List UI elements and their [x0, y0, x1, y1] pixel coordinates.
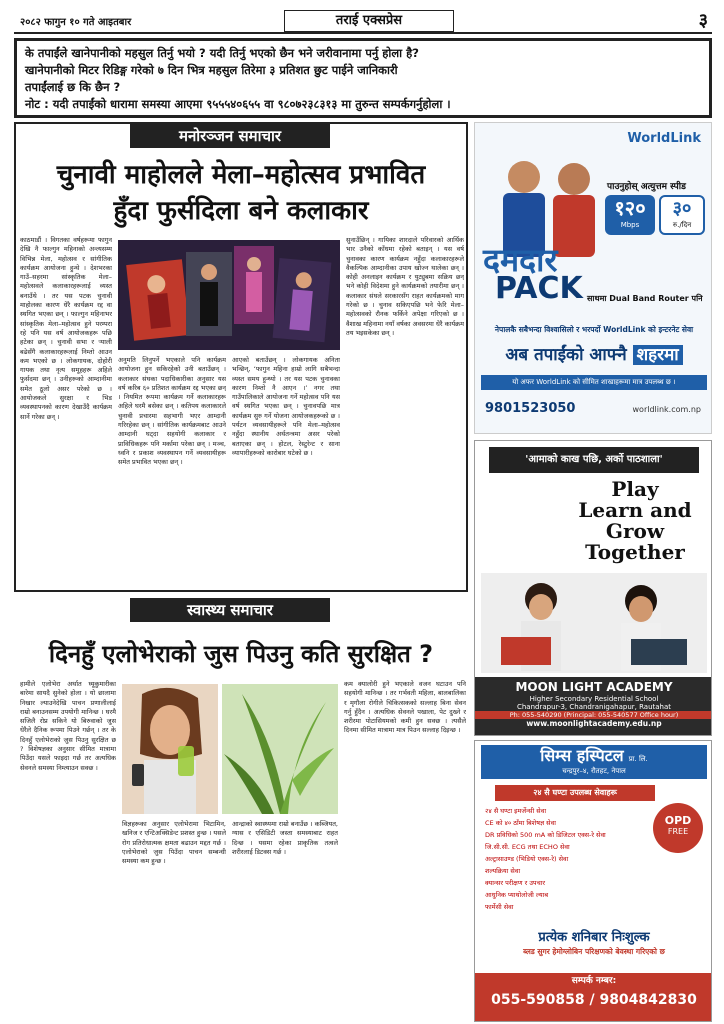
service-item: आधुनिक प्याथोलोजी ल्याब — [485, 891, 549, 899]
price-value: ३० — [672, 198, 692, 219]
service-item: फार्मेसी सेवा — [485, 903, 514, 911]
free-saturday-sub: ब्लड सुगर हेमोग्लोबिन परिक्षणको बेवस्था गरिएको छ — [523, 947, 665, 956]
sims-hospital-advertisement[interactable] — [474, 740, 712, 1022]
free-saturday-title: प्रत्येक शनिबार निःशुल्क — [538, 930, 650, 945]
woman-drinking-juice-photo — [122, 684, 218, 814]
service-item: अल्ट्रासाउण्ड (भिडियो एक्स-रे) सेवा — [485, 855, 569, 863]
academy-address: Chandrapur-3, Chandranigahapur, Rautahat — [516, 703, 672, 711]
water-bill-notice — [14, 38, 712, 118]
service-item: क्यान्सर परीक्षण र उपचार — [485, 879, 546, 887]
page-header — [14, 8, 712, 34]
service-item: २४ सै घण्टा इमर्जेन्सी सेवा — [485, 807, 546, 815]
moonlight-academy-advertisement[interactable] — [474, 440, 712, 736]
speed-badge — [605, 195, 655, 235]
contact-phones: 055-590858 / 9804842830 — [491, 992, 697, 1008]
entertainment-column-1: काठमाडौं । विगतका वर्षहरूमा फागुन देखि नै फाल्गुन महिनाको अन्त्यसम्म विभिन्न मेला, महोत्सव र सांगीतिक कार्यक्रम आयोजना हुन्थे । देशभरका गाउँ–सहरमा सांस्कृतिक मेला–महोत्सवले कलाकारहरूलाई व्यस्त बनाउँथे । तर यस पटक चुनावी माहोलका कारण धेरै कार्यक्रम रद्द वा स्थगित भएका छन् । फाल्गुन महिनाभर सांस्कृतिक मेला–महोत्सव हुने परम्परा रहे पनि यस वर्ष आयोजकहरू पछि हटेका छन् । चुनावी सभा र र्‍याली बढेसँगै कलाकारहरूलाई निम्तो आउन कम भएको छ । लोकगायक, दोहोरी गायक तथा नृत्य समूहहरू अहिले फुर्सदमा छन् । उनीहरूको आम्दानीमा समेत ठूलो असर परेको छ । आयोजकले सुरक्षा र भिड व्यवस्थापनको कारण देखाउँदै कार्यक्रम सार्ने गरेका छन् । — [20, 236, 112, 421]
opd-free-badge — [653, 803, 703, 853]
artists-photo-collage — [118, 240, 340, 350]
issue-date: २०८२ फागुन १० गते आइतबार — [20, 17, 132, 28]
worldlink-phone: 9801523050 — [485, 401, 576, 416]
notice-line-2: खानेपानीको मिटर रिडिङ्ग गरेको ७ दिन भित्र महसुल तिरेमा ३ प्रतिशत छुट पाईने जानिकारी — [25, 63, 398, 77]
artists-collage-image — [118, 240, 340, 350]
aloe-vera-image — [222, 684, 338, 814]
academy-website: www.moonlightacademy.edu.np — [526, 719, 662, 728]
entertainment-column-4: सुनाउँछिन् । गायिका शारदाले परिवारको आर्थिक भार उनैको काँधमा रहेको बताइन् । यस वर्ष चुनावका कारण कार्यक्रम नहुँदा कलाकारहरूले वैकल्पिक आम्दानीका उपाय खोज्न थालेका छन् । कोही अनलाइन कार्यक्रम र युट्युबमा सक्रिय छन् भने कोही विदेशमा हुने कार्यक्रमको तयारीमा छन् । कलाकार संघले सरकारसँग राहत कार्यक्रमको माग गरेको छ । चुनाव सकिएपछि भने फेरि मेला–महोत्सवको रौनक फर्किने अपेक्षा गरिएको छ । वैशाख महिनामा नयाँ वर्षका अवसरमा धेरै कार्यक्रम तय भइसकेका छन् । — [346, 236, 464, 337]
health-column-2: विज्ञहरूका अनुसार एलोभेरामा भिटामिन, खनिज र एन्टिअक्सिडेन्ट प्रशस्त हुन्छ । यसले रोग प्रतिरोधात्मक क्षमता बढाउन मद्दत गर्छ । एलोभेराको जुस पिउँदा पाचन सम्बन्धी समस्या कम हुन्छ । — [122, 820, 226, 866]
hospital-service-title: २४ सै घण्टा उपलब्ध सेवाहरू — [495, 785, 655, 801]
slogan-play: Play — [611, 477, 659, 501]
offer-pack: PACK — [495, 271, 583, 306]
speed-unit: Mbps — [620, 221, 640, 229]
entertainment-column-2: अनुमति लिनुपर्ने भएकाले पनि कार्यक्रम आयोजना हुन सकिरहेको उनी बताउँछन् । कलाकार संघका पदाधिकारीका अनुसार यस वर्ष करिब ६० प्रतिशत कार्यक्रम रद्द भएका छन् । नियमित रूपमा कार्यक्रम गर्ने कलाकारहरू अहिले घरमै बसेका छन् । कतिपय कलाकारले चुनावी प्रचारमा सहभागी भएर आम्दानी गरिरहेका छन् । सांगीतिक कार्यक्रमबाट आउने आम्दानी घट्दा सहयोगी कलाकार र प्राविधिकहरू पनि मर्कामा परेका छन् । मञ्च, ध्वनि र प्रकाश व्यवस्थापन गर्ने व्यवसायीहरू समेत प्रभावित भएका छन् । — [118, 356, 226, 467]
entertainment-section-title: मनोरञ्जन समाचार — [130, 124, 330, 148]
worldlink-city: शहरमा — [633, 345, 683, 365]
worldlink-brand: WorldLink — [627, 131, 701, 146]
service-item: CE को ४० ठाँमा बिशेषज्ञ सेवा — [485, 819, 556, 827]
notice-line-1: के तपाईंले खानेपानीको महसुल तिर्नु भयो ? यदी तिर्नु भएको छैन भने जरीवानामा पर्नु होला है? — [25, 46, 419, 60]
worldlink-tagline: पाउनुहोस् अत्युत्तम स्पीड — [607, 182, 686, 192]
health-column-1: हामीले एलोभेरा अर्थात घ्यूकुमारीका बारेमा सायदै सुनेको होला । यो छालामा निखार ल्याउनेदेखि पाचन प्रणालीलाई राम्रो बनाउनसम्म उपयोगी मानिन्छ । घरमै सजिलै रोप्न सकिने यो बिरुवाको जुस धेरैले दैनिक रूपमा पिउने गर्छन् । तर के दिनहुँ एलोभेराको जुस पिउनु सुरक्षित छ ? विशेषज्ञका अनुसार सीमित मात्रामा पिउँदा यसले फाइदा गर्छ तर अत्यधिक सेवनले समस्या निम्त्याउन सक्छ । — [20, 680, 116, 772]
worldlink-advertisement[interactable] — [474, 122, 712, 434]
hospital-service-list — [485, 805, 653, 913]
academy-quote: 'आमाको काख पछि, अर्को पाठशाला' — [489, 447, 699, 473]
health-column-3: आन्द्राको स्वास्थ्यमा राम्रो बनाउँछ । कब्जियत, ग्यास र एसिडिटी जस्ता समस्याबाट राहत दिन्छ । यसमा रहेका प्राकृतिक तत्वले शरीरलाई डिटक्स गर्छ । — [232, 820, 338, 856]
worldlink-sub: यो अफर WorldLink को सीमित शाखाहरूमा मात्र उपलब्ध छ । — [481, 375, 707, 390]
children-reading-image — [481, 573, 707, 673]
entertainment-headline-2: हुँदा फुर्सदिला बने कलाकार — [113, 196, 369, 226]
health-headline: दिनहुँ एलोभेराको जुस पिउनु कति सुरक्षित ? — [48, 640, 434, 668]
worldlink-big-line — [481, 343, 707, 367]
service-item: जि.सी.सी. ECG तथा ECHO सेवा — [485, 843, 570, 851]
hospital-header — [481, 745, 707, 779]
academy-footer — [475, 677, 712, 736]
notice-line-3: तपाईंलाई छ कि छैन ? — [25, 80, 121, 94]
router-text: साथमा Dual Band Router पनि — [587, 294, 703, 303]
health-column-4: कम क्यालोरी हुने भएकाले वजन घटाउन पनि सहयोगी मानिन्छ । तर गर्भवती महिला, बालबालिका र मृगौला रोगीले चिकित्सकको सल्लाह बिना सेवन गर्नु हुँदैन । अत्यधिक सेवनले पखाला, पेट दुख्ने र शरीरमा पोटासियमको कमी हुन सक्छ । त्यसैले दिनमा सीमित मात्रामा मात्र पिउन सल्लाह दिइन्छ । — [344, 680, 466, 735]
woman-juice-image — [122, 684, 218, 814]
hospital-location: चन्द्रपुर–४, रौतहट, नेपाल — [562, 767, 626, 775]
slogan-grow: Grow — [605, 519, 665, 543]
hospital-contact — [475, 973, 712, 1022]
worldlink-big-text: अब तपाईंको आफ्नै — [505, 345, 627, 365]
worldlink-intro: नेपालकै सबैभन्दा विश्वासिलो र भरपर्दो WorldLink को इन्टरनेट सेवा — [494, 325, 694, 334]
worldlink-website: worldlink.com.np — [632, 405, 701, 414]
service-item: DR प्रविधिको 500 mA को डिजिटल एक्स-रे सेवा — [485, 831, 606, 839]
price-unit: रु./दिन — [672, 221, 692, 229]
aloe-vera-photo — [222, 684, 338, 814]
speed-value: १२० — [614, 196, 646, 220]
hospital-suffix: प्रा. लि. — [628, 755, 648, 763]
notice-line-4: नोट : यदी तपाईंको धारामा समस्या आएमा ९५५५४०६५५ वा ९८०७२३८३१३ मा तुरुन्त सम्पर्कगर्नुहोला । — [25, 97, 451, 111]
academy-sub: Higher Secondary Residential School — [529, 695, 659, 703]
service-item: शल्यक्रिया सेवा — [485, 867, 521, 875]
entertainment-headline-1: चुनावी माहोलले मेला–महोत्सव प्रभावित — [56, 160, 426, 190]
free-label: FREE — [667, 827, 689, 836]
contact-label: सम्पर्क नम्बर: — [571, 976, 617, 986]
hospital-name: सिम्स हस्पिटल — [540, 746, 624, 765]
academy-name: MOON LIGHT ACADEMY — [515, 680, 673, 694]
opd-label: OPD — [664, 814, 692, 827]
slogan-learn: Learn and — [578, 498, 692, 522]
health-section-title: स्वास्थ्य समाचार — [130, 598, 330, 622]
page-number: ३ — [698, 10, 708, 31]
entertainment-column-3: आएको बताउँछन् । लोकगायक अनिता भन्छिन्, ‘फागुन महिना हाम्रो लागि सबैभन्दा व्यस्त समय हुन्थ्यो । तर यस पटक चुनावका कारण निम्तो नै आएन ।’ नगर तथा गाउँपालिकाले आयोजना गर्ने महोत्सव पनि यस वर्ष स्थगित भएका छन् । चुनावपछि मात्र कार्यक्रम सुरु गर्ने योजना आयोजकहरूको छ । पर्यटन व्यवसायीहरूले पनि मेला–महोत्सव नहुँदा स्थानीय अर्थतन्त्रमा असर परेको बताएका छन् । होटल, रेस्टुरेन्ट र साना व्यापारीहरूको कारोबार घटेको छ । — [232, 356, 340, 457]
academy-slogan — [565, 479, 705, 563]
academy-phone: Ph: 055-540290 (Principal: 055-540577 Office hour) — [475, 711, 712, 719]
price-badge — [659, 195, 705, 235]
slogan-together: Together — [585, 540, 685, 564]
newspaper-title: तराई एक्सप्रेस — [284, 10, 454, 32]
offer-title: दमदार — [483, 241, 558, 279]
